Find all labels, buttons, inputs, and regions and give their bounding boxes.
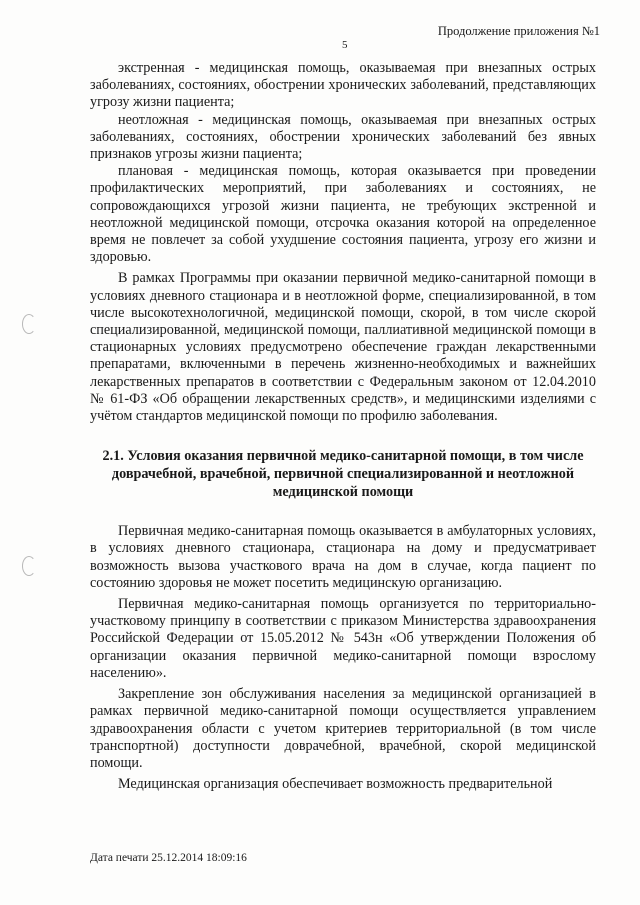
- paragraph-organization: Медицинская организация обеспечивает возможность предварительной: [118, 776, 553, 793]
- paragraph-urgent: неотложная - медицинская помощь, оказываемая при внезапных острых заболеваниях, состояниях, обострении хронических заболеваний без явных признаков угрозы жизни пациента;: [90, 111, 596, 163]
- paragraph-planned: плановая - медицинская помощь, которая оказывается при проведении профилактических мероприятий, при заболеваниях и состояниях, не сопровождающихся угрозой жизни пациента, не требующих экстренной и неотложной медицинской помощи, отсрочка оказания которой на определенное время не повлечет за собой ухудшение состояния пациента, угрозу его жизни и здоровью.: [90, 163, 596, 266]
- print-date-footer: Дата печати 25.12.2014 18:09:16: [90, 852, 247, 864]
- section-heading: 2.1. Условия оказания первичной медико-санитарной помощи, в том числе доврачебной, врачебной, первичной специализированной и неотложной медицинской помощи: [102, 448, 584, 501]
- paragraph-territorial: Первичная медико-санитарная помощь организуется по территориально-участковому принципу в соответствии с приказом Министерства здравоохранения Российской Федерации от 15.05.2012 № 543н «Об утверждении Положения об организации оказания первичной медико-санитарной помощи взрослому населению».: [90, 596, 596, 681]
- page-number: 5: [342, 39, 348, 51]
- binder-hole-mark: [22, 314, 36, 334]
- paragraph-program-drugs: В рамках Программы при оказании первичной медико-санитарной помощи в условиях дневного стационара и в неотложной форме, специализированной, в том числе высокотехнологичной, медицинской помощи, скорой, в том числе скорой специализированной, медицинской помощи, паллиативной медицинской помощи в стационарных условиях предусмотрено обеспечение граждан лекарственными препаратами, включенными в перечень жизненно-необходимых и важнейших лекарственных препаратов в соответствии с Федеральным законом от 12.04.2010 № 61-ФЗ «Об обращении лекарственных средств», и медицинскими изделиями с учётом стандартов медицинской помощи по профилю заболевания.: [90, 270, 596, 425]
- document-body: [90, 60, 596, 793]
- paragraph-emergency: экстренная - медицинская помощь, оказываемая при внезапных острых заболеваниях, состояниях, обострении хронических заболеваний, представляющих угрозу жизни пациента;: [90, 60, 596, 111]
- continuation-header: Продолжение приложения №1: [437, 24, 600, 38]
- paragraph-zones: Закрепление зон обслуживания населения за медицинской организацией в рамках первичной медико-санитарной помощи осуществляется управлением здравоохранения области с учетом критериев территориальной (в том числе транспортной) доступности доврачебной, врачебной, скорой медицинской помощи.: [90, 686, 596, 771]
- binder-hole-mark: [22, 556, 36, 576]
- paragraph-primary-care: Первичная медико-санитарная помощь оказывается в амбулаторных условиях, в условиях дневного стационара, стационара на дому и предусматривает возможность вызова участкового врача на дом в случае, когда пациент по состоянию здоровья не может посетить медицинскую организацию.: [90, 523, 596, 591]
